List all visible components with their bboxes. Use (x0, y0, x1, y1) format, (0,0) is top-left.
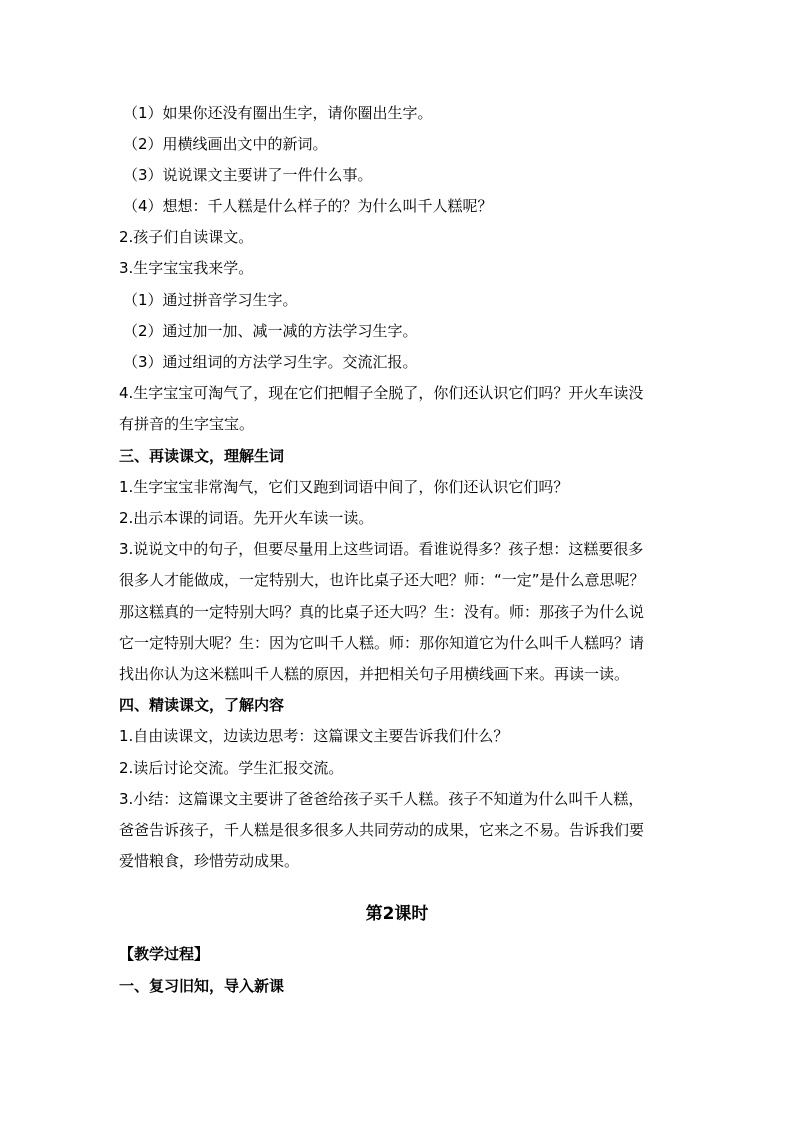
step-line-10: 4.生字宝宝可淘气了，现在它们把帽子全脱了，你们还认识它们吗？开火车读没 (119, 384, 644, 402)
step-line-19: 1.自由读课文，边读边思考：这篇课文主要告诉我们什么？ (119, 727, 509, 745)
section-heading-1: 一、复习旧知，导入新课 (119, 977, 285, 995)
step-line-7: （1）通过拼音学习生字。 (123, 291, 298, 309)
step-line-5: 2.孩子们自读课文。 (119, 228, 254, 246)
step-line-14: 3.说说文中的句子，但要尽量用上这些词语。看谁说得多？孩子想：这糕要很多 (119, 540, 644, 558)
step-line-21: 3.小结：这篇课文主要讲了爸爸给孩子买千人糕。孩子不知道为什么叫千人糕， (119, 790, 644, 808)
step-line-15: 很多人才能做成，一定特别大，也许比桌子还大吧？师：“一定”是什么意思呢？ (119, 571, 645, 589)
step-line-8: （2）通过加一加、减一减的方法学习生字。 (123, 322, 418, 340)
step-line-18: 找出你认为这米糕叫千人糕的原因，并把相关句子用横线画下来。再读一读。 (119, 665, 630, 683)
step-line-2: （2）用横线画出文中的新词。 (123, 135, 328, 153)
step-line-22: 爸爸告诉孩子，千人糕是很多很多人共同劳动的成果，它来之不易。告诉我们要 (119, 821, 645, 839)
step-line-13: 2.出示本课的词语。先开火车读一读。 (119, 509, 374, 527)
teaching-process-heading: 【教学过程】 (119, 945, 210, 963)
step-line-1: （1）如果你还没有圈出生字，请你圈出生字。 (123, 104, 433, 122)
step-line-16: 那这糕真的一定特别大吗？真的比桌子还大吗？生：没有。师：那孩子为什么说 (119, 603, 645, 621)
step-line-3: （3）说说课文主要讲了一件什么事。 (123, 166, 373, 184)
step-line-17: 它一定特别大呢？生：因为它叫千人糕。师：那你知道它为什么叫千人糕吗？请 (119, 634, 645, 652)
lesson-title: 第2课时 (365, 904, 429, 924)
step-line-12: 1.生字宝宝非常淘气，它们又跑到词语中间了，你们还认识它们吗？ (119, 478, 569, 496)
step-line-23: 爱惜粮食，珍惜劳动成果。 (119, 852, 300, 870)
step-line-9: （3）通过组词的方法学习生字。交流汇报。 (123, 353, 418, 371)
step-line-4: （4）想想：千人糕是什么样子的？为什么叫千人糕呢？ (123, 197, 493, 215)
section-heading-4: 四、精读课文，了解内容 (119, 696, 285, 714)
section-heading-3: 三、再读课文，理解生词 (119, 447, 285, 465)
step-line-20: 2.读后讨论交流。学生汇报交流。 (119, 759, 344, 777)
step-line-6: 3.生字宝宝我来学。 (119, 259, 254, 277)
step-line-11: 有拼音的生字宝宝。 (119, 415, 255, 433)
